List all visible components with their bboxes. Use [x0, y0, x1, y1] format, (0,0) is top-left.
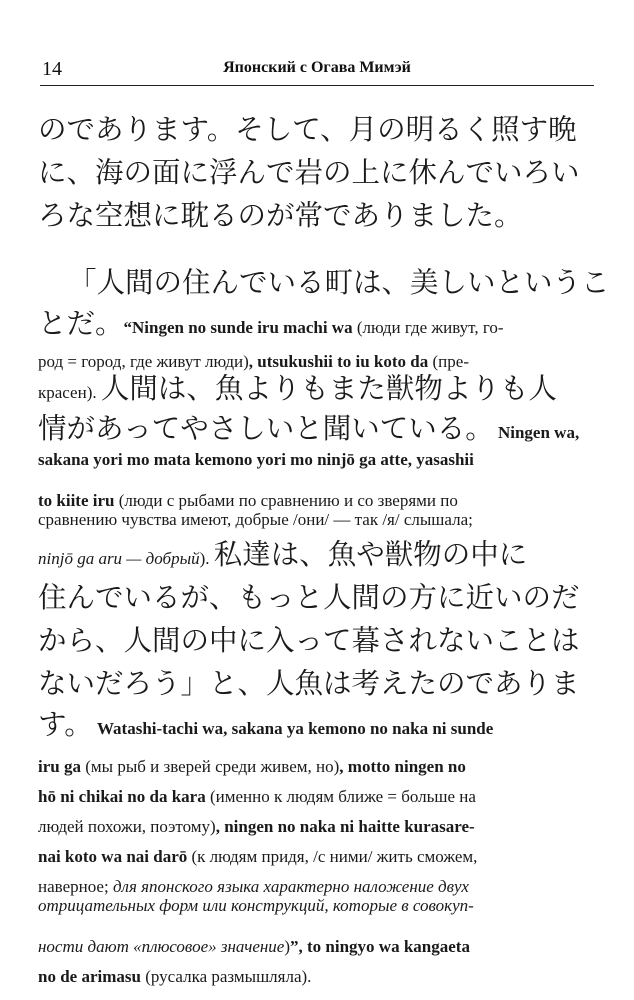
text-line [38, 366, 557, 407]
romaji-text: iru ga [38, 757, 81, 776]
text-line [38, 956, 311, 989]
text-line [38, 702, 493, 743]
text-line [38, 406, 579, 447]
text-line [38, 866, 469, 899]
romaji-text: ”, to ningyo wa kangaeta [290, 937, 470, 956]
text-line [38, 532, 527, 573]
romaji-text: no de arimasu [38, 967, 141, 986]
russian-text: красен). [38, 383, 101, 402]
text-line [38, 301, 504, 342]
italic-note: для японского языка характерно наложение двух [112, 877, 469, 896]
russian-text: ) [284, 937, 291, 956]
text-line [38, 746, 466, 779]
text-line [38, 926, 470, 959]
romaji-text: , ningen no naka ni haitte kurasare- [215, 817, 475, 836]
running-title: Японский с Огава Мимэй [223, 59, 411, 76]
russian-text: род = город, где живут люди) [38, 352, 249, 371]
russian-text: (люди с рыбами по сравнению и со зверями по [114, 491, 458, 510]
text-line: に、海の面に浮んで岩の上に休んでいろい [38, 156, 580, 189]
russian-text: людей похожи, поэтому) [38, 817, 216, 836]
japanese-text: す。 [38, 708, 93, 741]
text-line: から、人間の中に入って暮されないことは [38, 624, 580, 657]
text-line [38, 806, 475, 839]
text-line: sakana yori mo mata kemono yori mo ninjō ga atte, yasashii [38, 450, 474, 469]
japanese-text: 私達は、魚や獣物の中に [213, 538, 528, 571]
romaji-text: Watashi-tachi wa, sakana ya kemono no naka ni sunde [92, 719, 494, 738]
russian-text: (люди где живут, го- [352, 318, 504, 337]
text-line: のであります。そして、月の明るく照す晩 [38, 113, 577, 146]
italic-note: ninjō ga aru — добрый [38, 549, 200, 568]
text-line: 「人間の住んでいる町は、美しいというこ [68, 266, 610, 299]
romaji-text: Ningen wa, [493, 423, 580, 442]
text-line [38, 776, 476, 809]
russian-text: (к людям придя, /с ними/ жить сможем, [187, 847, 478, 866]
romaji-text: , motto ningen no [339, 757, 466, 776]
text-line: сравнению чувства имеют, добрые /они/ — так /я/ слышала; [38, 510, 473, 529]
russian-text: (именно к людям ближе = больше на [205, 787, 476, 806]
text-line [38, 480, 458, 513]
text-line: отрицательных форм или конструкций, которые в совокуп- [38, 896, 474, 915]
text-line [38, 836, 477, 869]
japanese-text: 人間は、魚よりもまた獣物よりも人 [100, 372, 557, 405]
russian-text: (пре- [428, 352, 469, 371]
italic-note: ности дают «плюсовое» значение [38, 937, 285, 956]
romaji-text: hō ni chikai no da kara [38, 787, 206, 806]
russian-text: (мы рыб и зверей среди живем, но) [80, 757, 340, 776]
russian-text: ). [199, 549, 214, 568]
text-line: 住んでいるが、もっと人間の方に近いのだ [38, 581, 580, 614]
romaji-text: to kiite iru [38, 491, 115, 510]
header-rule [40, 85, 594, 86]
page-header [40, 52, 594, 86]
romaji-text: nai koto wa nai darō [38, 847, 188, 866]
page-number: 14 [42, 58, 62, 80]
romaji-text: “Ningen no sunde iru machi wa [123, 318, 353, 337]
russian-text: наверное; [38, 877, 113, 896]
text-line: ろな空想に耽るのが常でありました。 [38, 199, 523, 232]
japanese-text: 情があってやさしいと聞いている。 [38, 412, 494, 445]
paragraph-1 [38, 108, 598, 237]
russian-text: (русалка размышляла). [140, 967, 312, 986]
romaji-text: , utsukushii to iu koto da [248, 352, 429, 371]
text-line: ないだろう」と、人魚は考えたのでありま [38, 667, 580, 700]
japanese-text: とだ。 [38, 307, 124, 340]
